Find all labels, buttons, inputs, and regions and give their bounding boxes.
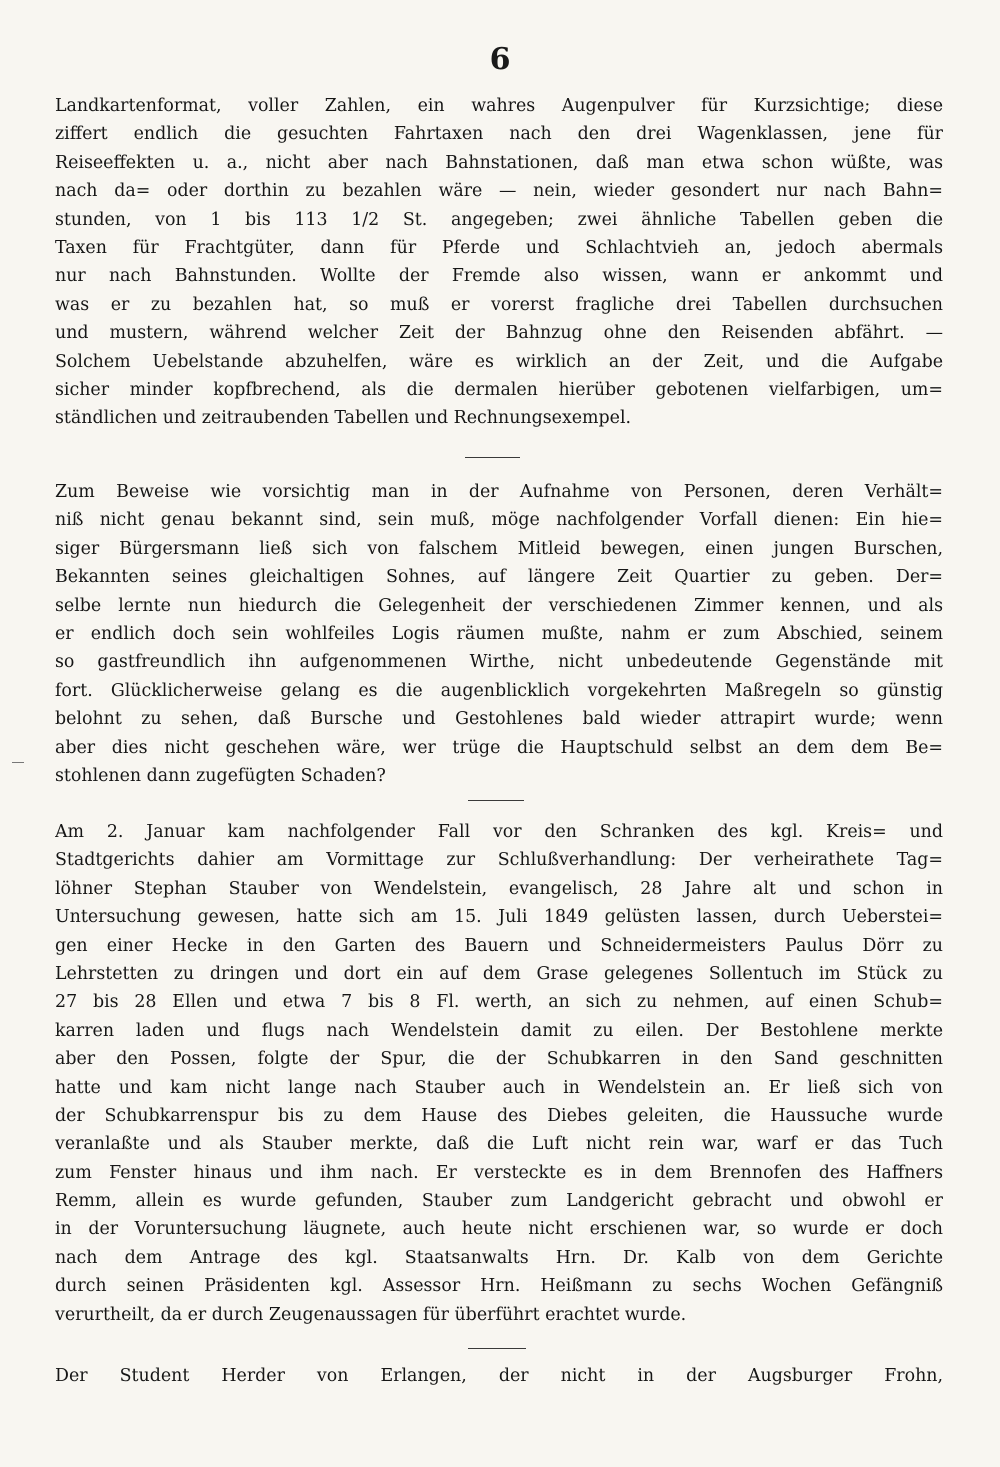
text-line: durch seinen Präsidenten kgl. Assessor Hrn. Heißmann zu sechs Wochen Gefängniß bbox=[55, 1276, 943, 1297]
text-line: nach dem Antrage des kgl. Staatsanwalts Hrn. Dr. Kalb von dem Gerichte bbox=[55, 1247, 943, 1268]
paragraph-student-herder bbox=[55, 1362, 943, 1390]
text-line: verurtheilt, da er durch Zeugenaussagen für überführt erachtet wurde. bbox=[55, 1304, 687, 1325]
text-line: ziffert endlich die gesuchten Fahrtaxen nach den drei Wagenklassen, jene für bbox=[55, 124, 943, 145]
text-line: Der Student Herder von Erlangen, der nicht in der Augsburger Frohn, bbox=[55, 1366, 943, 1386]
text-line: Remm, allein es wurde gefunden, Stauber zum Landgericht gebracht und obwohl er bbox=[55, 1191, 943, 1212]
text-line: nach da= oder dorthin zu bezahlen wäre — nein, wieder gesondert nur nach Bahn= bbox=[55, 181, 943, 202]
text-line: sicher minder kopfbrechend, als die dermalen hierüber gebotenen vielfarbigen, um= bbox=[55, 379, 943, 400]
text-line: löhner Stephan Stauber von Wendelstein, evangelisch, 28 Jahre alt und schon in bbox=[55, 878, 943, 899]
text-line: zum Fenster hinaus und ihm nach. Er versteckte es in dem Brennofen des Haffners bbox=[55, 1162, 943, 1183]
section-divider bbox=[468, 1348, 526, 1349]
text-line: belohnt zu sehen, daß Bursche und Gestohlenes bald wieder attrapirt wurde; wenn bbox=[55, 709, 943, 730]
text-line: aber dies nicht geschehen wäre, wer trüge die Hauptschuld selbst an dem dem Be= bbox=[55, 737, 943, 758]
paragraph-lodger-theft bbox=[55, 478, 943, 790]
text-line: Zum Beweise wie vorsichtig man in der Aufnahme von Personen, deren Verhält= bbox=[55, 482, 943, 502]
text-line: so gastfreundlich ihn aufgenommenen Wirthe, nicht unbedeutende Gegenstände mit bbox=[55, 652, 943, 673]
text-line: Untersuchung gewesen, hatte sich am 15. Juli 1849 gelüsten lassen, durch Ueberstei= bbox=[55, 907, 943, 928]
text-line: Bekannten seines gleichaltigen Sohnes, auf längere Zeit Quartier zu geben. Der= bbox=[55, 567, 943, 588]
section-divider bbox=[465, 457, 520, 458]
text-line: in der Voruntersuchung läugnete, auch heute nicht erschienen war, so wurde er doch bbox=[55, 1219, 943, 1240]
text-line: gen einer Hecke in den Garten des Bauern und Schneidermeisters Paulus Dörr zu bbox=[55, 935, 943, 956]
text-line: selbe lernte nun hiedurch die Gelegenheit der verschiedenen Zimmer kennen, und als bbox=[55, 595, 943, 616]
page-number: 6 bbox=[489, 42, 511, 77]
text-line: hatte und kam nicht lange nach Stauber auch in Wendelstein an. Er ließ sich von bbox=[55, 1077, 943, 1098]
text-line: siger Bürgersmann ließ sich von falschem Mitleid bewegen, einen jungen Burschen, bbox=[55, 538, 943, 559]
text-line: stohlenen dann zugefügten Schaden? bbox=[55, 765, 386, 786]
text-line: Stadtgerichts dahier am Vormittage zur Schlußverhandlung: Der verheirathete Tag= bbox=[55, 850, 943, 871]
text-line: nur nach Bahnstunden. Wollte der Fremde also wissen, wann er ankommt und bbox=[55, 266, 943, 287]
text-line: karren laden und flugs nach Wendelstein damit zu eilen. Der Bestohlene merkte bbox=[55, 1020, 943, 1041]
text-line: stunden, von 1 bis 113 1/2 St. angegeben; zwei ähnliche Tabellen geben die bbox=[55, 209, 943, 230]
text-line: Landkartenformat, voller Zahlen, ein wahres Augenpulver für Kurzsichtige; diese bbox=[55, 96, 943, 116]
text-line: und mustern, während welcher Zeit der Bahnzug ohne den Reisenden abfährt. — bbox=[55, 323, 943, 344]
text-line: fort. Glücklicherweise gelang es die augenblicklich vorgekehrten Maßregeln so günstig bbox=[55, 680, 943, 701]
text-line: aber den Possen, folgte der Spur, die der Schubkarren in den Sand geschnitten bbox=[55, 1049, 943, 1070]
text-line: Am 2. Januar kam nachfolgender Fall vor den Schranken des kgl. Kreis= und bbox=[55, 822, 943, 842]
text-line: Taxen für Frachtgüter, dann für Pferde und Schlachtvieh an, jedoch abermals bbox=[55, 237, 943, 258]
margin-mark bbox=[12, 762, 24, 763]
text-line: der Schubkarrenspur bis zu dem Hause des Diebes geleiten, die Haussuche wurde bbox=[55, 1105, 943, 1126]
text-line: Solchem Uebelstande abzuhelfen, wäre es wirklich an der Zeit, und die Aufgabe bbox=[55, 351, 943, 372]
text-line: Reiseeffekten u. a., nicht aber nach Bahnstationen, daß man etwa schon wüßte, was bbox=[55, 152, 943, 173]
text-line: niß nicht genau bekannt sind, sein muß, möge nachfolgender Vorfall dienen: Ein hie= bbox=[55, 510, 943, 531]
text-line: was er zu bezahlen hat, so muß er vorerst fragliche drei Tabellen durchsuchen bbox=[55, 294, 943, 315]
text-line: er endlich doch sein wohlfeiles Logis räumen mußte, nahm er zum Abschied, seinem bbox=[55, 623, 943, 644]
text-line: 27 bis 28 Ellen und etwa 7 bis 8 Fl. werth, an sich zu nehmen, auf einen Schub= bbox=[55, 992, 943, 1013]
text-line: ständlichen und zeitraubenden Tabellen und Rechnungsexempel. bbox=[55, 408, 632, 429]
text-line: veranlaßte und als Stauber merkte, daß die Luft nicht rein war, warf er das Tuch bbox=[55, 1134, 943, 1155]
section-divider bbox=[468, 800, 524, 801]
paragraph-tariff-tables bbox=[55, 92, 943, 433]
paragraph-court-case bbox=[55, 818, 943, 1329]
text-line: Lehrstetten zu dringen und dort ein auf dem Grase gelegenes Sollentuch im Stück zu bbox=[55, 963, 943, 984]
